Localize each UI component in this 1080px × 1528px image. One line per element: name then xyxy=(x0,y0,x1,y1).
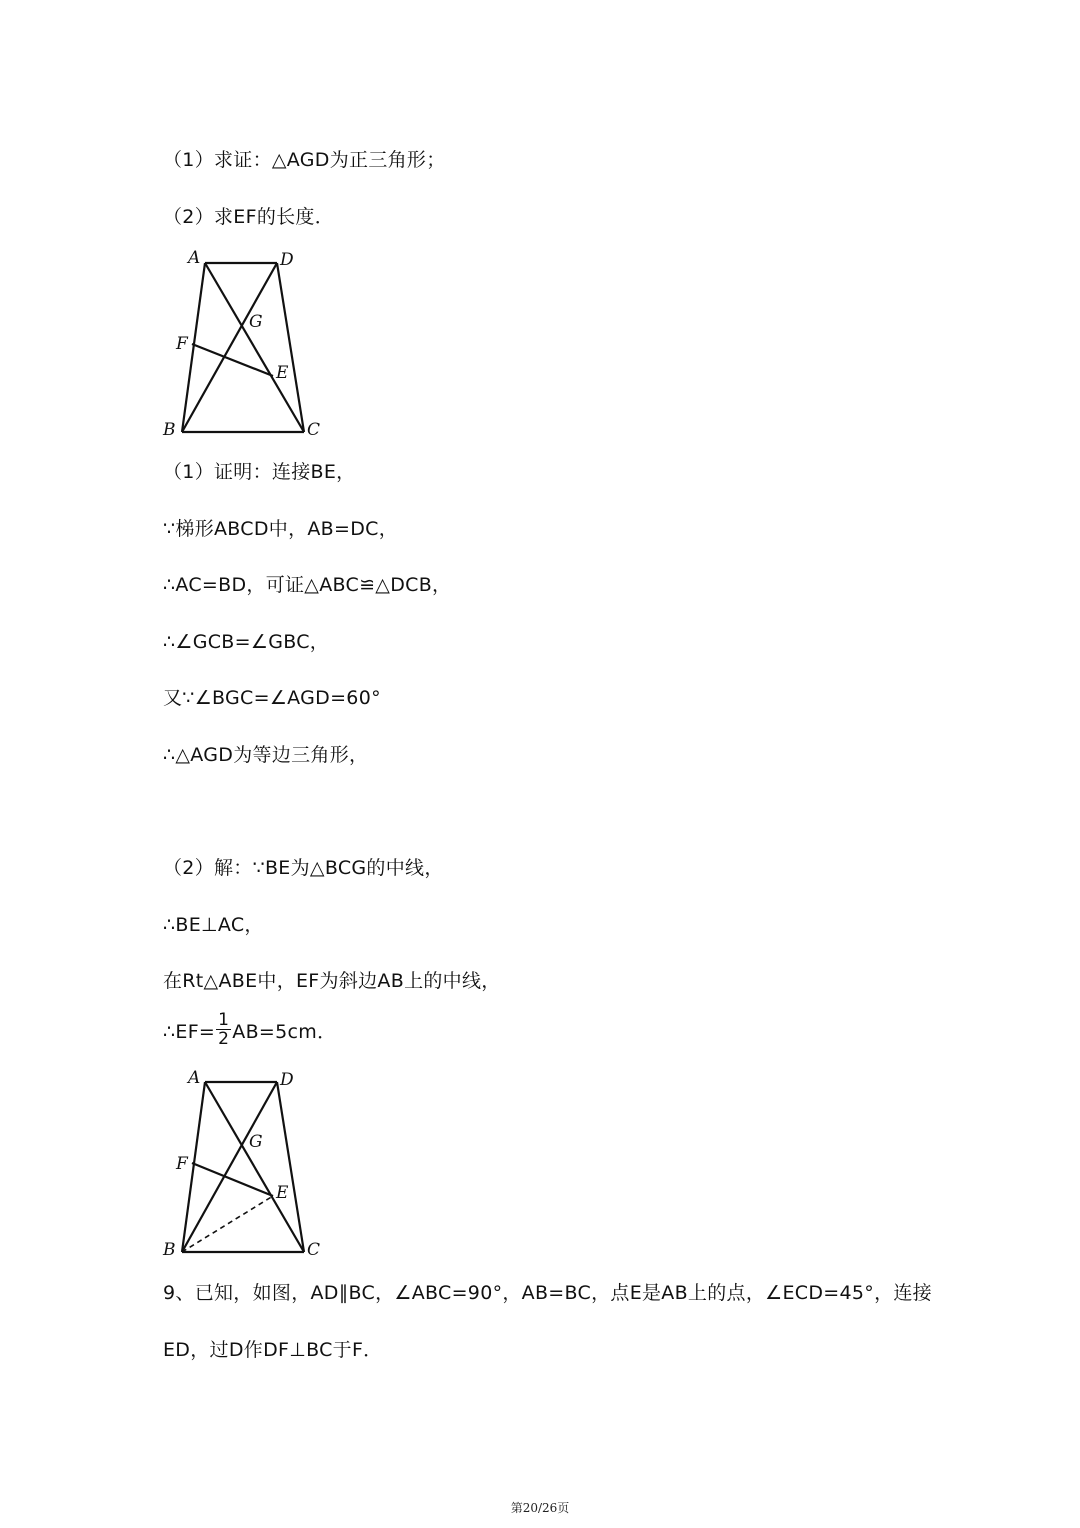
segment-bd xyxy=(182,263,277,432)
label-a: A xyxy=(188,248,201,268)
proof-line-1: （1）证明：连接BE， xyxy=(163,461,356,483)
question9-line-2: ED，过D作DF⊥BC于F． xyxy=(163,1339,383,1361)
segment-dc xyxy=(277,263,304,432)
fraction-one-half xyxy=(216,1011,231,1048)
solution-line-4-prefix: ∴EF= xyxy=(163,1020,216,1043)
label-a: A xyxy=(188,1068,201,1088)
segment-be-dashed xyxy=(182,1196,273,1252)
page-number: 第20/26页 xyxy=(510,1501,570,1515)
question-part-1: （1）求证：△AGD为正三角形； xyxy=(163,149,446,171)
proof-line-4: ∴∠GCB=∠GBC， xyxy=(163,631,330,653)
segment-bd xyxy=(182,1082,277,1252)
label-e: E xyxy=(276,363,289,383)
label-c: C xyxy=(307,1240,321,1260)
label-d: D xyxy=(280,250,294,270)
solution-line-2: ∴BE⊥AC， xyxy=(163,914,264,936)
label-f: F xyxy=(176,334,188,354)
segment-ac xyxy=(205,263,304,432)
trapezoid-figure-1 xyxy=(150,245,350,445)
label-b: B xyxy=(163,1240,176,1260)
solution-line-4 xyxy=(163,1010,337,1050)
label-b: B xyxy=(163,420,176,440)
fraction-numerator: 1 xyxy=(218,1010,230,1030)
solution-line-3: 在Rt△ABE中，EF为斜边AB上的中线， xyxy=(163,970,501,992)
label-d: D xyxy=(280,1070,294,1090)
solution-line-4-suffix: AB=5cm． xyxy=(232,1020,337,1043)
segment-ac xyxy=(205,1082,304,1252)
fraction-denominator: 2 xyxy=(218,1029,230,1049)
question-part-2: （2）求EF的长度． xyxy=(163,206,335,228)
label-g: G xyxy=(249,1132,263,1152)
solution-line-1: （2）解：∵BE为△BCG的中线， xyxy=(163,857,444,879)
label-g: G xyxy=(249,312,263,332)
proof-line-3: ∴AC=BD，可证△ABC≌△DCB， xyxy=(163,574,452,596)
question9-line-1: 9、已知，如图，AD∥BC，∠ABC=90°，AB=BC，点E是AB上的点，∠ECD=45°，连接 xyxy=(163,1282,932,1304)
trapezoid-figure-2 xyxy=(150,1065,350,1265)
segment-dc xyxy=(277,1082,304,1252)
label-f: F xyxy=(176,1154,188,1174)
proof-line-6: ∴△AGD为等边三角形， xyxy=(163,744,369,766)
label-e: E xyxy=(276,1183,289,1203)
label-c: C xyxy=(307,420,321,440)
proof-line-5: 又∵∠BGC=∠AGD=60° xyxy=(163,687,381,709)
proof-line-2: ∵梯形ABCD中，AB=DC， xyxy=(163,518,399,540)
